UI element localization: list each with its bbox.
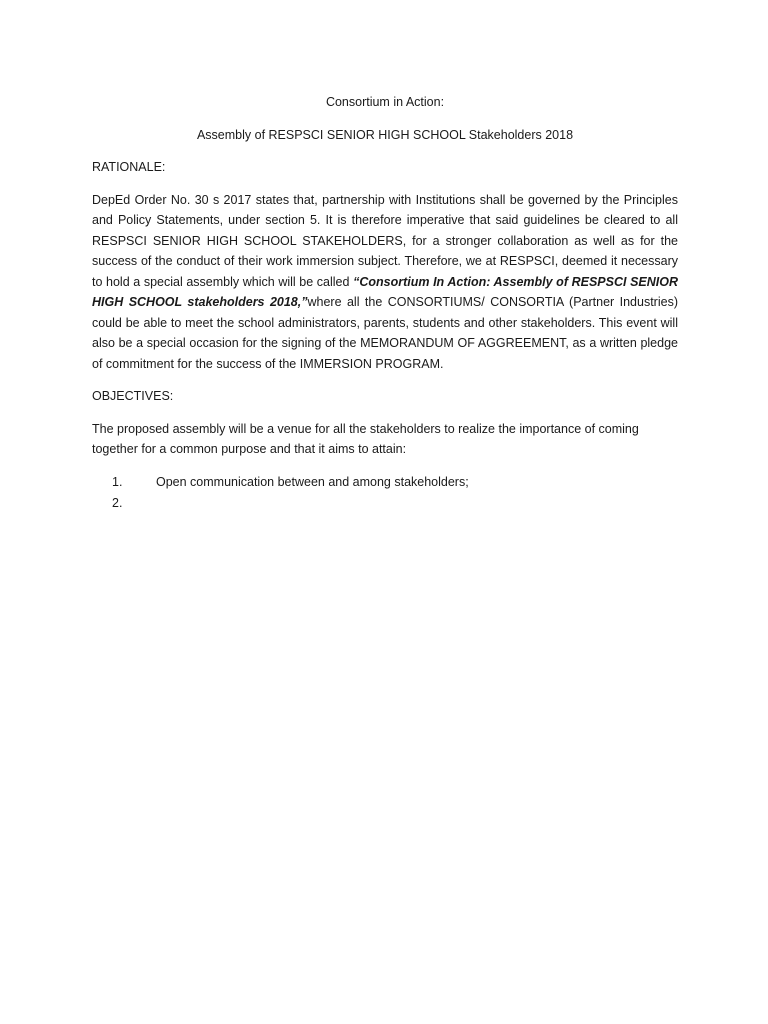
document-body [92,92,678,514]
list-item-text: Open communication between and among stakeholders; [156,474,469,489]
event-name-emphasis: “Consortium In Action: Assembly of RESPSCI SENIOR HIGH SCHOOL stakeholders 2018,” [92,274,678,309]
objectives-intro: The proposed assembly will be a venue for all the stakeholders to realize the importance of coming together for a common purpose and that it aims to attain: [92,421,639,456]
rationale-heading: RATIONALE: [92,160,166,174]
list-item [112,472,678,493]
rationale-text-part2: where all the CONSORTIUMS/ CONSORTIA (Partner Industries) could be able to meet the school administrators, parents, students and other stakeholders. This event will also be a special occasion for the signing of the MEMORANDUM OF AGGREEMENT, as a written pledge of commitment for the success of the IMMERSION PROGRAM. [92,295,678,371]
document-title: Consortium in Action: [325,95,445,109]
objectives-heading: OBJECTIVES: [92,389,174,403]
document-subtitle: Assembly of RESPSCI SENIOR HIGH SCHOOL Stakeholders 2018 [196,127,574,142]
rationale-text-part1: DepEd Order No. 30 s 2017 states that, partnership with Institutions shall be governed by the Principles and Policy Statements, under section 5. It is therefore imperative that said guidelines be cleared to all RESPSCI SENIOR HIGH SCHOOL STAKEHOLDERS, for a stronger collaboration as well as for the success of the conduct of their work immersion subject. Therefore, we at RESPSCI, deemed it necessary to hold a special assembly which will be called [92,192,678,289]
list-item-number: 2. [112,495,123,510]
list-item [112,493,678,514]
objectives-list [92,472,678,514]
rationale-paragraph [92,190,678,375]
list-item-number: 1. [112,474,123,489]
